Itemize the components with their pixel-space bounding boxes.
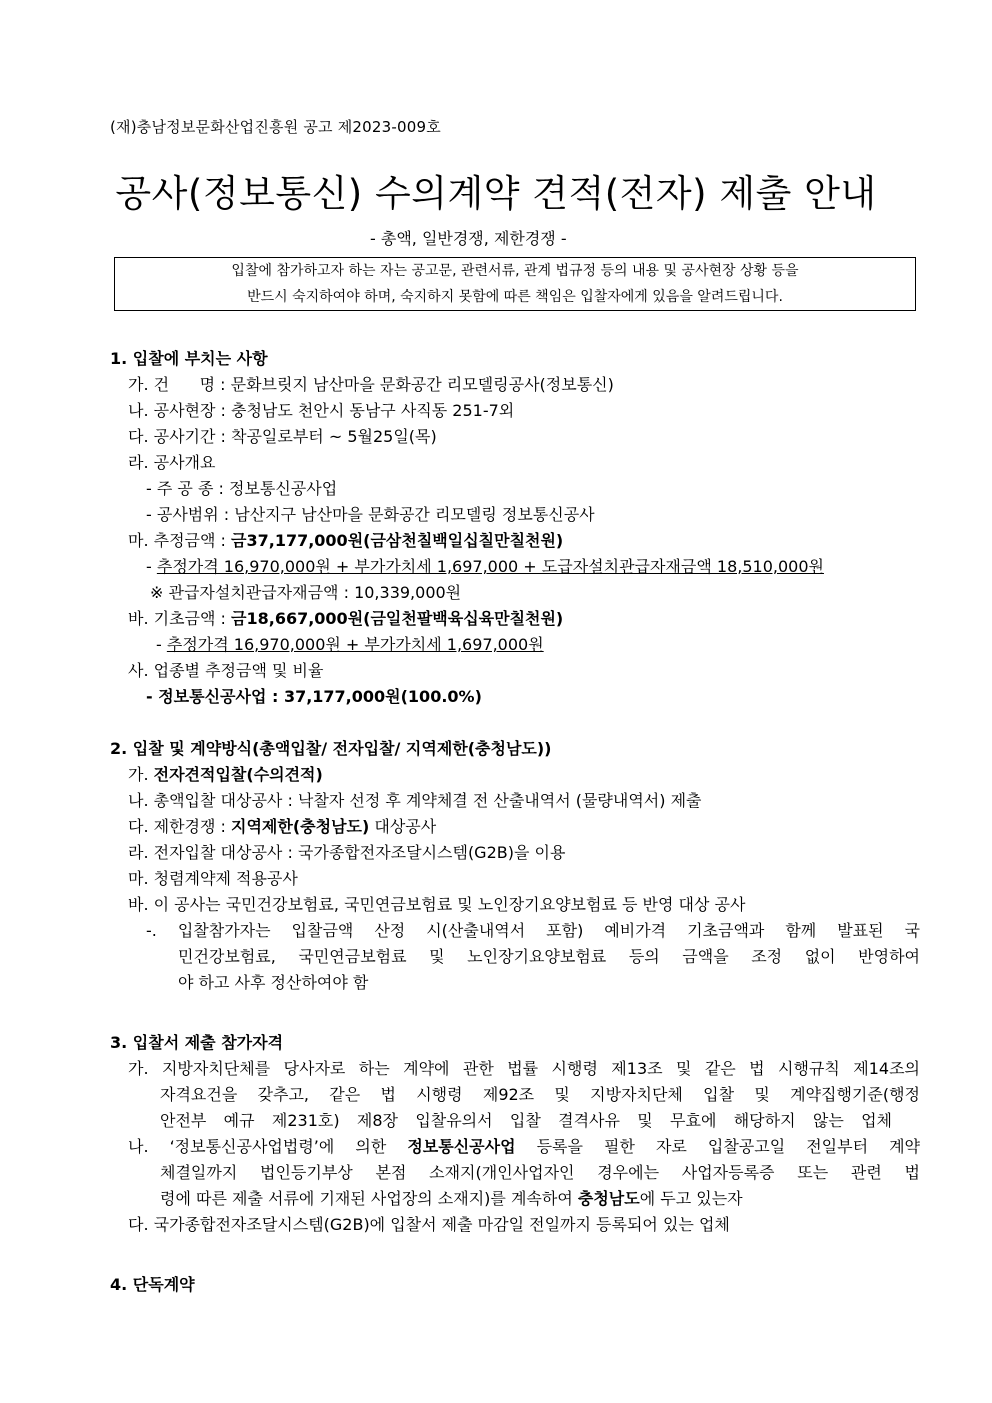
- item-insurance-reflect: 바. 이 공사는 국민건강보험료, 국민연금보험료 및 노인장기요양보험료 등 반영 대상 공사: [128, 895, 746, 914]
- restricted-region: 지역제한(충청남도): [231, 817, 370, 836]
- breakdown-text: 추정가격 16,970,000원 + 부가가치세 1,697,000 + 도급자설치관급자재금액 18,510,000원: [156, 557, 824, 576]
- qualification-c: 다. 국가종합전자조달시스템(G2B)에 입찰서 제출 마감일 전일까지 등록되어 있는 업체: [128, 1215, 730, 1234]
- overview-main-type: - 주 공 종 : 정보통신공사업: [146, 479, 338, 498]
- qualification-b-text-2: 등록을 필한 자로 입찰공고일 전일부터 계약: [515, 1137, 920, 1156]
- item-project-period: 다. 공사기간 : 착공일로부터 ~ 5월25일(목): [128, 427, 437, 446]
- item-lump-sum-bid: 나. 총액입찰 대상공사 : 낙찰자 선정 후 계약체결 전 산출내역서 (물량내역서) 제출: [128, 791, 702, 810]
- qualification-b-business: 정보통신공사업: [407, 1137, 516, 1156]
- item-project-name: 가. 건 명 : 문화브릿지 남산마을 문화공간 리모델링공사(정보통신): [128, 375, 614, 394]
- estimated-amount-value: 금37,177,000원(금삼천칠백일십칠만칠천원): [231, 531, 564, 550]
- item-estimated-amount: [128, 531, 563, 551]
- item-project-site: 나. 공사현장 : 충청남도 천안시 동남구 사직동 251-7외: [128, 401, 515, 420]
- page-subtitle: - 총액, 일반경쟁, 제한경쟁 -: [370, 229, 567, 248]
- section-3-heading: 3. 입찰서 제출 참가자격: [110, 1033, 284, 1052]
- estimated-amount-label: 마. 추정금액 :: [128, 531, 232, 550]
- insurance-note-line-3: 야 하고 사후 정산하여야 함: [178, 973, 369, 992]
- base-amount-label: 바. 기초금액 :: [128, 609, 232, 628]
- qualification-b-text-1: 나. ‘정보통신공사업법령’에 의한: [128, 1137, 408, 1156]
- bid-type-label: 가.: [128, 765, 154, 784]
- qualification-b-line-3: [160, 1189, 743, 1209]
- bid-type-value: 전자견적입찰(수의견적): [153, 765, 323, 784]
- item-integrity-contract: 마. 청렴계약제 적용공사: [128, 869, 298, 888]
- item-base-amount: [128, 609, 563, 629]
- restricted-label: 다. 제한경쟁 :: [128, 817, 232, 836]
- section-2-heading: 2. 입찰 및 계약방식(총액입찰/ 전자입찰/ 지역제한(충청남도)): [110, 739, 552, 758]
- breakdown-dash: -: [146, 557, 157, 576]
- notice-number: (재)충남정보문화산업진흥원 공고 제2023-009호: [110, 118, 441, 136]
- base-amount-value: 금18,667,000원(금일천팔백육십육만칠천원): [231, 609, 564, 628]
- section-1-heading: 1. 입찰에 부치는 사항: [110, 349, 268, 368]
- section-4-heading: 4. 단독계약: [110, 1275, 195, 1294]
- item-restricted-competition: [128, 817, 436, 837]
- estimated-amount-breakdown: [146, 557, 824, 577]
- insurance-note-line-1: -. 입찰참가자는 입찰금액 산정 시(산출내역서 포함) 예비가격 기초금액과 함께 발표된 국: [146, 921, 920, 940]
- qualification-b-line-1: [128, 1137, 920, 1157]
- qualification-b-line-2: 체결일까지 법인등기부상 본점 소재지(개인사업자인 경우에는 사업자등록증 또는 관련 법: [160, 1163, 920, 1182]
- notice-box-line-1: 입찰에 참가하고자 하는 자는 공고문, 관련서류, 관계 법규정 등의 내용 및 공사현장 상황 등을: [231, 263, 799, 279]
- government-material-note: ※ 관급자설치관급자재금액 : 10,339,000원: [150, 583, 462, 602]
- qualification-b-region: 충청남도: [577, 1189, 640, 1208]
- base-breakdown-dash: -: [156, 635, 167, 654]
- qualification-a-line-1: 가. 지방자치단체를 당사자로 하는 계약에 관한 법률 시행령 제13조 및 같은 법 시행규칙 제14조의: [128, 1059, 920, 1078]
- overview-scope: - 공사범위 : 남산지구 남산마을 문화공간 리모델링 정보통신공사: [146, 505, 595, 524]
- industry-ratio-value: - 정보통신공사업 : 37,177,000원(100.0%): [146, 687, 482, 706]
- base-amount-breakdown: [156, 635, 544, 655]
- item-project-overview: 라. 공사개요: [128, 453, 216, 472]
- notice-box-line-2: 반드시 숙지하여야 하며, 숙지하지 못함에 따른 책임은 입찰자에게 있음을 알려드립니다.: [247, 289, 783, 305]
- base-breakdown-text: 추정가격 16,970,000원 + 부가가치세 1,697,000원: [166, 635, 544, 654]
- qualification-a-line-3: 안전부 예규 제231호) 제8장 입찰유의서 입찰 결격사유 및 무효에 해당하지 않는 업체: [160, 1111, 892, 1130]
- item-industry-ratio: 사. 업종별 추정금액 및 비율: [128, 661, 324, 680]
- page-title: 공사(정보통신) 수의계약 견적(전자) 제출 안내: [115, 172, 877, 215]
- qualification-a-line-2: 자격요건을 갖추고, 같은 법 시행령 제92조 및 지방자치단체 입찰 및 계약집행기준(행정: [160, 1085, 920, 1104]
- qualification-b-text-4: 에 두고 있는자: [639, 1189, 743, 1208]
- insurance-note-line-2: 민건강보험료, 국민연금보험료 및 노인장기요양보험료 등의 금액을 조정 없이 반영하여: [178, 947, 920, 966]
- item-bid-type: [128, 765, 323, 785]
- qualification-b-text-3: 령에 따른 제출 서류에 기재된 사업장의 소재지)를 계속하여: [160, 1189, 578, 1208]
- item-electronic-bid: 라. 전자입찰 대상공사 : 국가종합전자조달시스템(G2B)을 이용: [128, 843, 566, 862]
- notice-box: [114, 257, 916, 311]
- restricted-suffix: 대상공사: [369, 817, 437, 836]
